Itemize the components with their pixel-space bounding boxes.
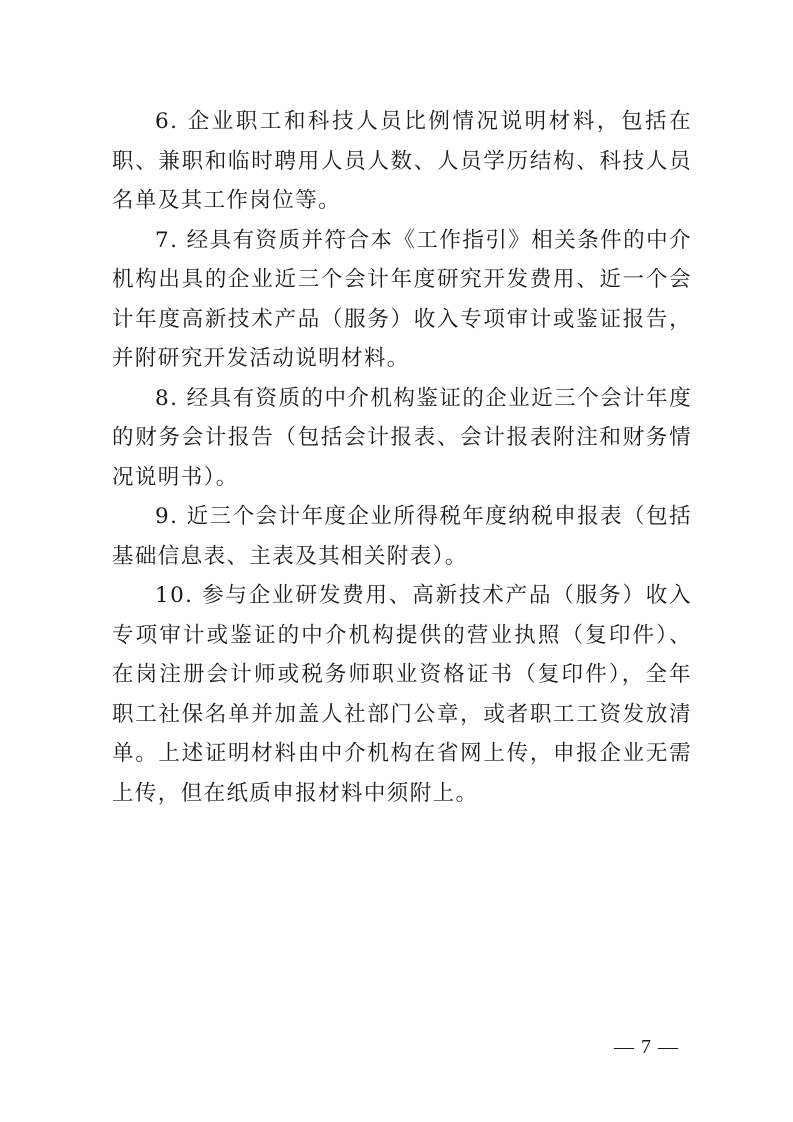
paragraph-item-7: 7. 经具有资质并符合本《工作指引》相关条件的中介机构出具的企业近三个会计年度研究开发费用、近一个会计年度高新技术产品（服务）收入专项审计或鉴证报告，并附研究开发活动说明材料。 (112, 227, 692, 371)
paragraph-item-9: 9. 近三个会计年度企业所得税年度纳税申报表（包括基础信息表、主表及其相关附表）。 (112, 504, 692, 569)
paragraph-item-10: 10. 参与企业研发费用、高新技术产品（服务）收入专项审计或鉴证的中介机构提供的营业执照（复印件）、在岗注册会计师或税务师职业资格证书（复印件），全年职工社保名单并加盖人社部门公章，或者职工工资发放清单。上述证明材料由中介机构在省网上传，申报企业无需上传，但在纸质申报材料中须附上。 (112, 583, 692, 806)
document-body (112, 102, 692, 813)
paragraph-item-6: 6. 企业职工和科技人员比例情况说明材料，包括在职、兼职和临时聘用人员人数、人员学历结构、科技人员名单及其工作岗位等。 (112, 109, 692, 213)
page-number: — 7 — (614, 1036, 679, 1058)
paragraph-item-8: 8. 经具有资质的中介机构鉴证的企业近三个会计年度的财务会计报告（包括会计报表、会计报表附注和财务情况说明书）。 (112, 385, 692, 490)
